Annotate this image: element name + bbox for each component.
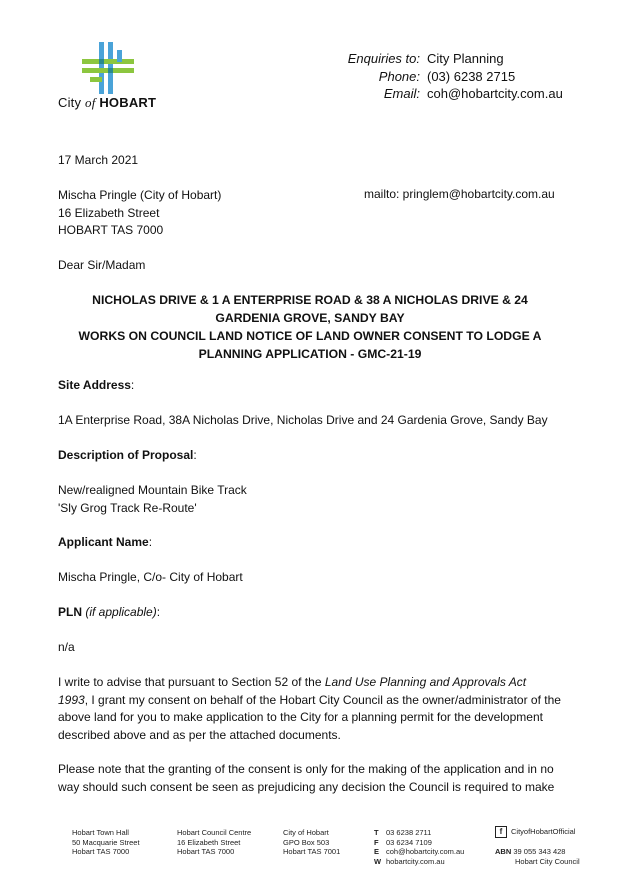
site-address-value: 1A Enterprise Road, 38A Nicholas Drive, Nicholas Drive and 24 Gardenia Grove, Sandy Bay (58, 413, 548, 427)
description-line: New/realigned Mountain Bike Track (58, 483, 247, 497)
title-line: NICHOLAS DRIVE & 1 A ENTERPRISE ROAD & 38 A NICHOLAS DRIVE & 24 (92, 293, 528, 307)
footer-line: GPO Box 503 (283, 837, 330, 847)
consent-paragraph (58, 674, 568, 744)
logo-wordmark (58, 95, 156, 111)
site-address-label: Site Address (58, 378, 131, 392)
footer-contacts (374, 828, 464, 866)
recipient-name: Mischa Pringle (City of Hobart) (58, 188, 222, 202)
paragraph-text: , I grant my consent on behalf of the Hobart City Council as the owner/administrator of the (84, 692, 561, 707)
abn-label: ABN (495, 847, 512, 856)
footer-line: Hobart Council Centre (177, 828, 252, 837)
applicant-value: Mischa Pringle, C/o- City of Hobart (58, 570, 243, 584)
act-name: Land Use Planning and Approvals Act (324, 675, 527, 689)
email-value[interactable]: coh@hobartcity.com.au (427, 86, 563, 101)
recipient-mailto[interactable]: mailto: pringlem@hobartcity.com.au (364, 187, 555, 201)
description-value (58, 482, 568, 517)
contact-key: W (374, 856, 382, 866)
footer-line: Hobart TAS 7000 (72, 847, 130, 856)
footer-town-hall (72, 828, 140, 857)
letter-date: 17 March 2021 (58, 153, 139, 167)
logo-city: City (58, 95, 82, 110)
paragraph-text: Please note that the granting of the consent is only for the making of the application and in no (58, 762, 554, 776)
pln-note: (if applicable) (85, 605, 157, 619)
note-paragraph (58, 761, 568, 796)
council-name: Hobart City Council (515, 856, 580, 866)
contact-key: T (374, 828, 379, 837)
footer-council-centre (177, 828, 251, 857)
recipient-street: 16 Elizabeth Street (58, 205, 160, 220)
footer-line: Hobart TAS 7001 (283, 847, 341, 856)
logo-hobart: HOBART (99, 95, 157, 110)
title-line: GARDENIA GROVE, SANDY BAY (215, 311, 405, 325)
email-label: Email: (383, 86, 420, 101)
footer-line: 16 Elizabeth Street (177, 837, 241, 847)
recipient-city: HOBART TAS 7000 (58, 223, 164, 237)
footer-email[interactable]: coh@hobartcity.com.au (386, 847, 465, 856)
footer-line: 50 Macquarie Street (72, 837, 140, 847)
letter-title (70, 291, 550, 363)
city-of-hobart-logo-icon (82, 42, 134, 94)
logo-of: of (85, 95, 96, 110)
phone-value: (03) 6238 2715 (427, 68, 516, 84)
facebook-icon[interactable]: f (495, 826, 507, 838)
contact-key: E (374, 847, 380, 856)
paragraph-text: I write to advise that pursuant to Section 52 of the (58, 675, 325, 689)
enquiries-block (300, 50, 563, 103)
footer-postal (283, 828, 340, 857)
pln-label: PLN (58, 605, 82, 619)
recipient-address (58, 187, 221, 240)
description-heading: Description of Proposal: (58, 448, 197, 462)
facebook-handle[interactable]: CityofHobartOfficial (511, 826, 576, 836)
footer-fax: 03 6234 7109 (386, 837, 432, 847)
contact-key: F (374, 837, 379, 847)
paragraph-text: described above and as per the attached documents. (58, 727, 341, 742)
description-line: 'Sly Grog Track Re-Route' (58, 500, 197, 515)
pln-value: n/a (58, 640, 75, 654)
enquiries-value: City Planning (427, 51, 504, 66)
title-line: PLANNING APPLICATION - GMC-21-19 (198, 347, 422, 361)
footer-line: City of Hobart (283, 828, 329, 837)
pln-heading: PLN (if applicable): (58, 605, 161, 619)
salutation: Dear Sir/Madam (58, 258, 146, 272)
title-line: WORKS ON COUNCIL LAND NOTICE OF LAND OWNER CONSENT TO LODGE A (78, 329, 542, 343)
site-address-heading: Site Address: (58, 378, 135, 392)
applicant-heading: Applicant Name: (58, 535, 153, 549)
enquiries-label: Enquiries to: (347, 51, 420, 66)
act-year: 1993 (58, 692, 85, 707)
applicant-label: Applicant Name (58, 535, 149, 549)
abn-value: 39 055 343 428 (513, 847, 566, 856)
description-label: Description of Proposal (58, 448, 194, 462)
footer-website[interactable]: hobartcity.com.au (386, 856, 445, 866)
footer-line: Hobart TAS 7000 (177, 847, 235, 856)
paragraph-text: way should such consent be seen as prejudicing any decision the Council is required to make (58, 779, 555, 794)
footer-phone[interactable]: 03 6238 2711 (386, 828, 432, 837)
paragraph-text: above land for you to make application to the City for a planning permit for the development (58, 710, 543, 724)
footer-social (495, 826, 580, 866)
phone-label: Phone: (378, 68, 420, 84)
footer-line: Hobart Town Hall (72, 828, 129, 837)
